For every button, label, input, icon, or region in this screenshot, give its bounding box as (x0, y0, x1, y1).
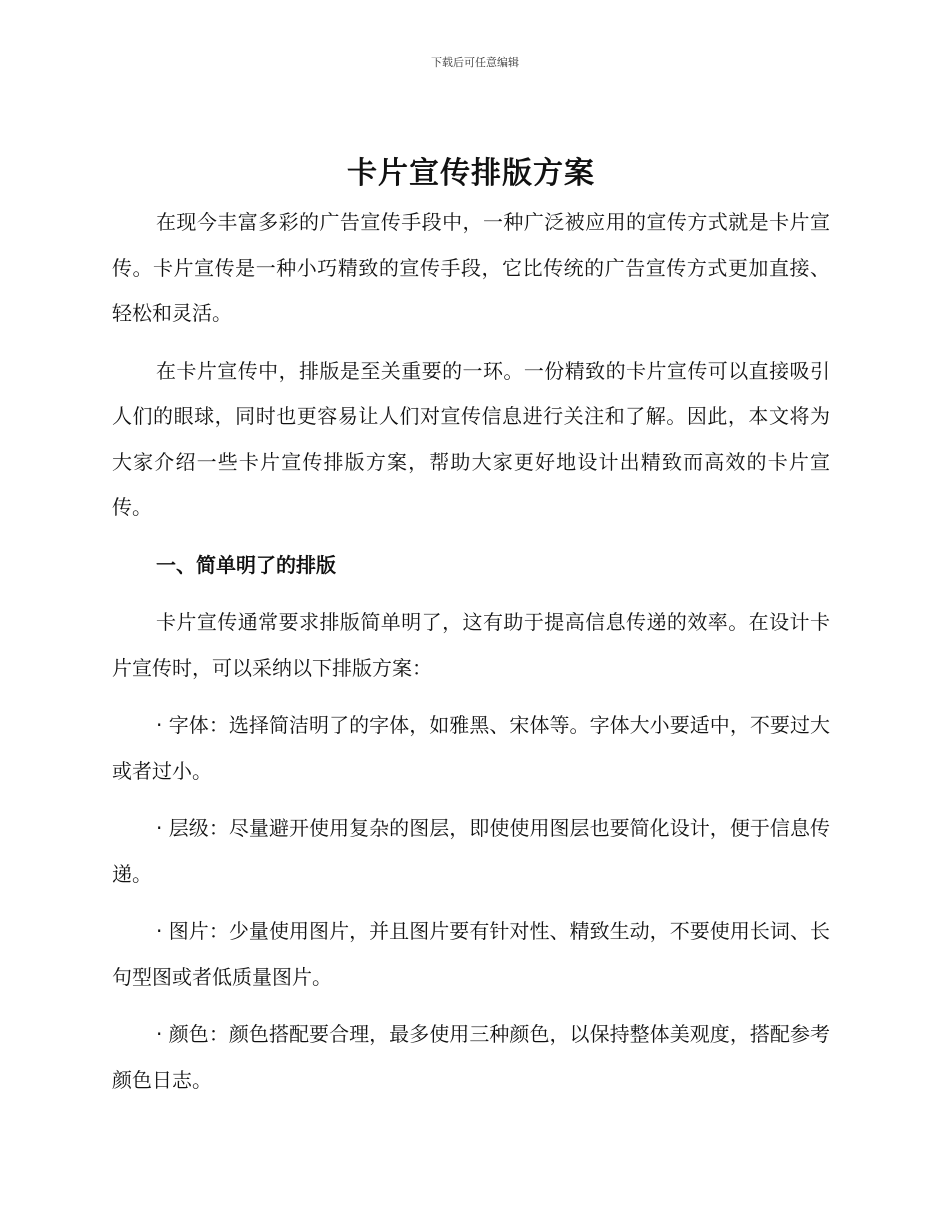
document-title: 卡片宣传排版方案 (347, 156, 595, 191)
list-item-color: · 颜色：颜色搭配要合理，最多使用三种颜色，以保持整体美观度，搭配参考颜色日志。 (112, 1022, 830, 1092)
intro-paragraph-2: 在卡片宣传中，排版是至关重要的一环。一份精致的卡片宣传可以直接吸引人们的眼球，同时也更容易让人们对宣传信息进行关注和了解。因此，本文将为大家介绍一些卡片宣传排版方案，帮助大家更好地设计出精致而高效的卡片宣传。 (112, 358, 830, 519)
section-intro-paragraph: 卡片宣传通常要求排版简单明了，这有助于提高信息传递的效率。在设计卡片宣传时，可以采纳以下排版方案： (112, 610, 830, 680)
list-item-layer: · 层级：尽量避开使用复杂的图层，即使使用图层也要简化设计，便于信息传递。 (112, 816, 830, 886)
list-item-image: · 图片：少量使用图片，并且图片要有针对性、精致生动，不要使用长词、长句型图或者低质量图片。 (112, 919, 830, 989)
document-body (112, 148, 830, 1115)
intro-paragraph-1: 在现今丰富多彩的广告宣传手段中，一种广泛被应用的宣传方式就是卡片宣传。卡片宣传是一种小巧精致的宣传手段，它比传统的广告宣传方式更加直接、轻松和灵活。 (112, 210, 830, 325)
section-heading: 一、简单明了的排版 (156, 552, 336, 577)
list-item-font: · 字体：选择简洁明了的字体，如雅黑、宋体等。字体大小要适中，不要过大或者过小。 (112, 713, 830, 783)
header-note: 下载后可任意编辑 (431, 56, 519, 69)
